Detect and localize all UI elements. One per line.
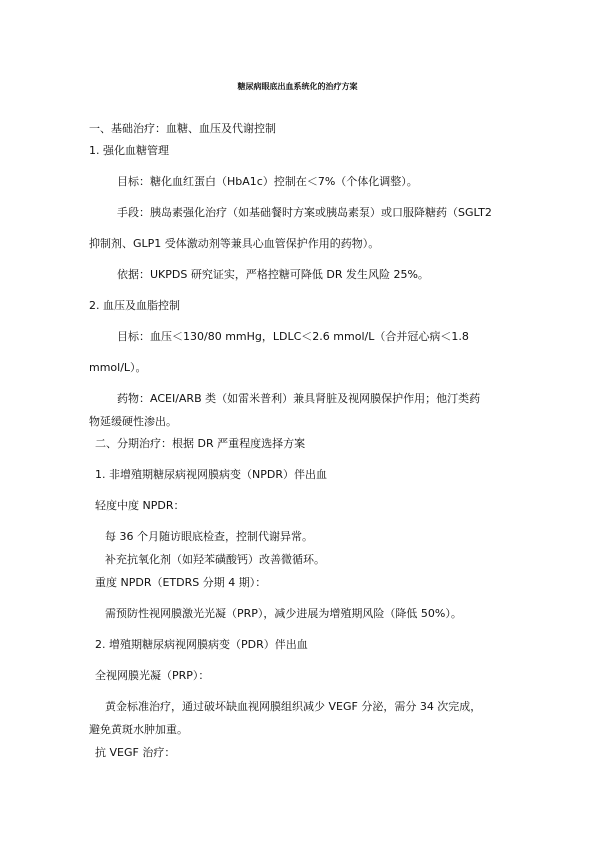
paragraph-line: 抗 VEGF 治疗： (95, 746, 176, 759)
subsection-heading: 2. 增殖期糖尿病视网膜病变（PDR）伴出血 (95, 638, 308, 651)
paragraph-line: 重度 NPDR（ETDRS 分期 4 期）： (95, 576, 267, 589)
paragraph-line: 避免黄斑水肿加重。 (89, 723, 188, 736)
paragraph-line: 抑制剂、GLP1 受体激动剂等兼具心血管保护作用的药物）。 (89, 237, 380, 250)
paragraph-line: 物延缓硬性渗出。 (89, 415, 177, 428)
paragraph-line: 全视网膜光凝（PRP）： (95, 669, 210, 682)
subsection-heading: 2. 血压及血脂控制 (89, 299, 180, 312)
paragraph-line: 每 36 个月随访眼底检查，控制代谢异常。 (105, 530, 313, 543)
paragraph-line: 依据：UKPDS 研究证实，严格控糖可降低 DR 发生风险 25%。 (117, 268, 429, 281)
paragraph-line: 补充抗氧化剂（如羟苯磺酸钙）改善微循环。 (105, 553, 325, 566)
paragraph-line: 目标：血压＜130/80 mmHg，LDLC＜2.6 mmol/L（合并冠心病＜1.8 (117, 330, 469, 343)
paragraph-line: 药物：ACEI/ARB 类（如雷米普利）兼具肾脏及视网膜保护作用；他汀类药 (117, 392, 481, 405)
paragraph-line: 目标：糖化血红蛋白（HbA1c）控制在＜7%（个体化调整）。 (117, 175, 418, 188)
paragraph-line: 轻度中度 NPDR： (95, 499, 185, 512)
section-heading: 一、基础治疗：血糖、血压及代谢控制 (89, 122, 276, 135)
paragraph-line: 需预防性视网膜激光光凝（PRP），减少进展为增殖期风险（降低 50%）。 (105, 607, 462, 620)
paragraph-line: 手段：胰岛素强化治疗（如基础餐时方案或胰岛素泵）或口服降糖药（SGLT2 (117, 206, 492, 219)
paragraph-line: 黄金标准治疗，通过破坏缺血视网膜组织减少 VEGF 分泌，需分 34 次完成， (105, 700, 482, 713)
subsection-heading: 1. 强化血糖管理 (89, 144, 169, 157)
document-title: 糖尿病眼底出血系统化的治疗方案 (237, 82, 358, 91)
section-heading: 二、分期治疗：根据 DR 严重程度选择方案 (95, 437, 306, 450)
subsection-heading: 1. 非增殖期糖尿病视网膜病变（NPDR）伴出血 (95, 468, 327, 481)
paragraph-line: mmol/L）。 (89, 361, 147, 374)
